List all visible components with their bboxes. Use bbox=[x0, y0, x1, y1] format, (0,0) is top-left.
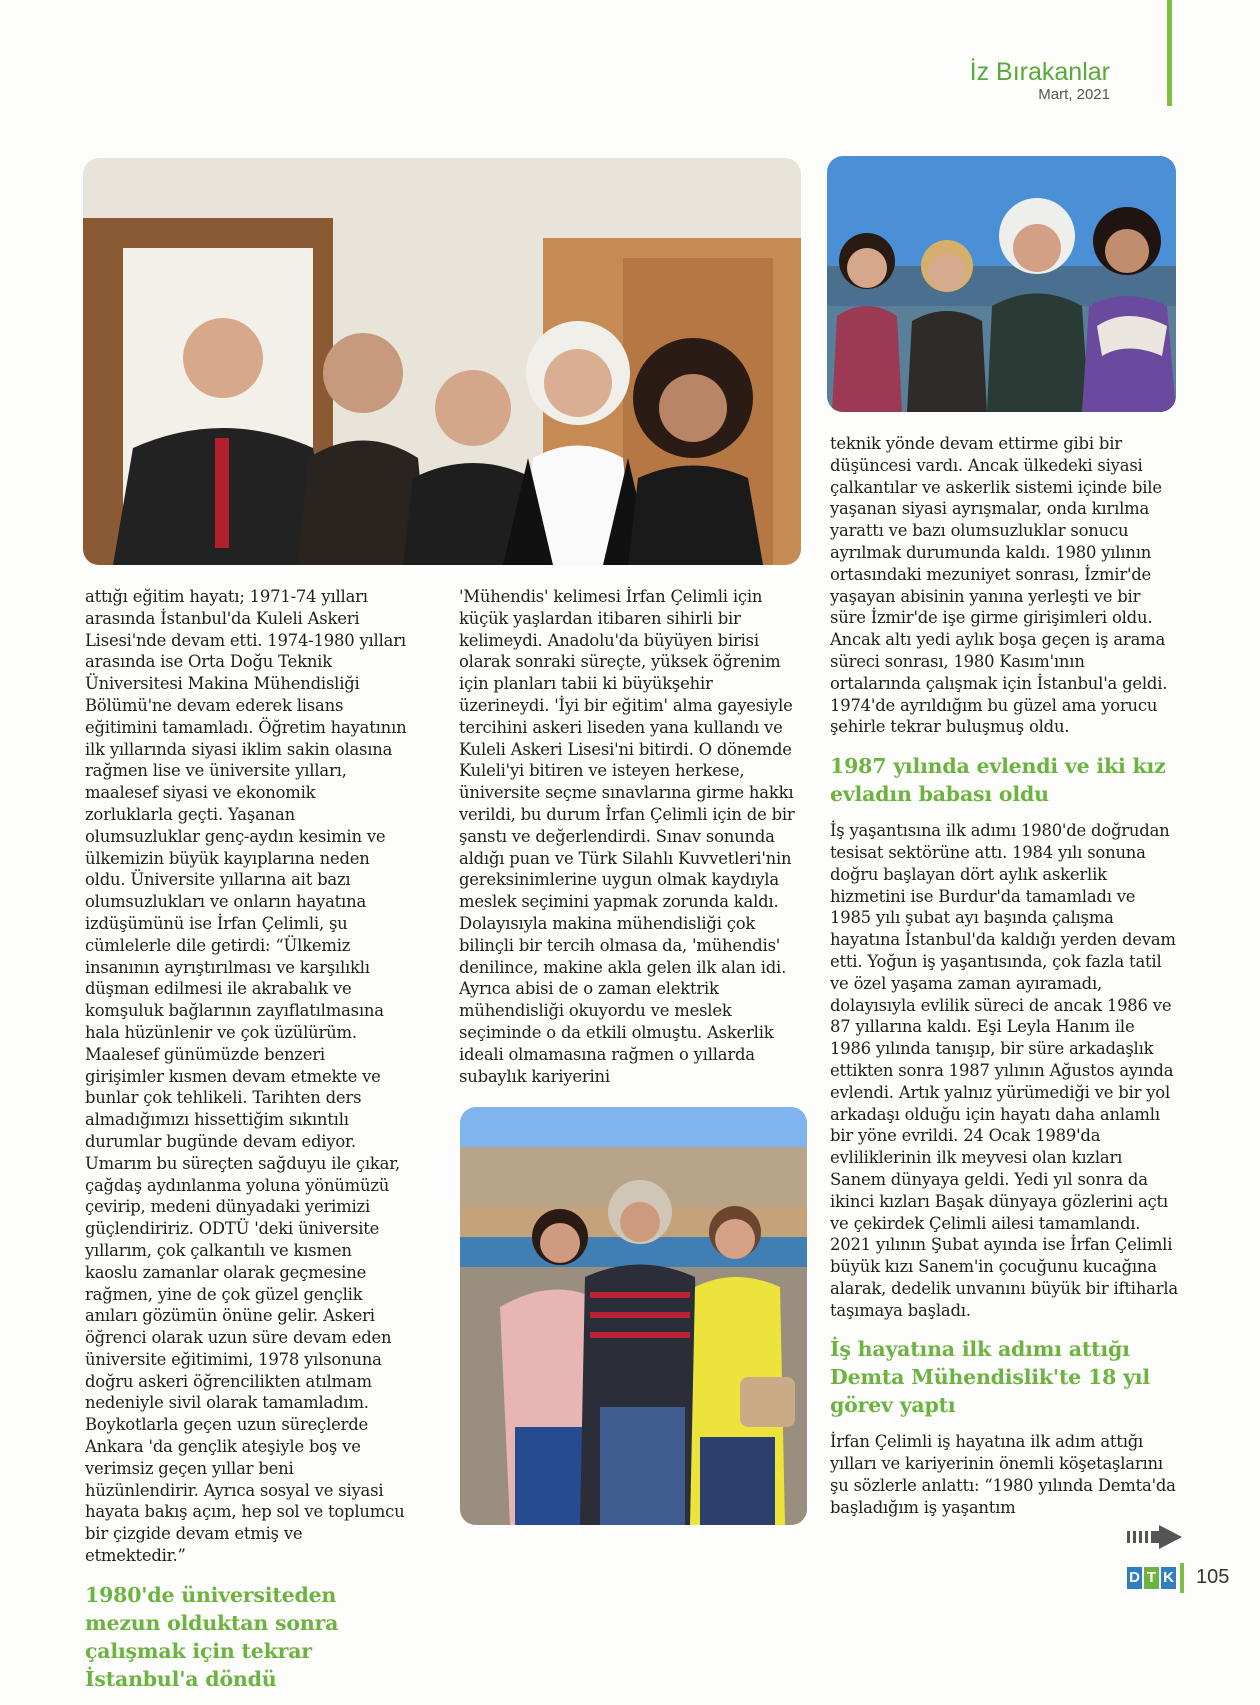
column-1 bbox=[85, 586, 408, 1705]
col3-paragraph-1: teknik yönde devam ettirme gibi bir düşüncesi vardı. Ancak ülkedeki siyasi çalkantılar ve askerlik sistemi içinde bile yaşanan siyasi ayrışmalar, onda kırılma yarattı ve bazı olumsuzluklar sonucu ayrılmak durumunda kaldı. 1980 yılının ortasındaki mezuniyet sonrası, İzmir'de yaşayan abisinin yanına yerleşti ve bir süre İzmir'de işe girme girişimleri oldu. Ancak altı yedi aylık boşa geçen iş arama süreci sonrası, 1980 Kasım'ının ortalarında çalışmak için İstanbul'a geldi. 1974'de ayrıldığım bu güzel ama yorucu şehirle tekrar buluşmuş oldu. bbox=[830, 434, 1168, 737]
col3-paragraph-3: İrfan Çelimli iş hayatına ilk adım attığı yılları ve kariyerinin önemli köşetaşlarını şu sözlerle anlattı: “1980 yılında Demta'da başladığım iş yaşantım bbox=[830, 1432, 1176, 1517]
photo-group-seaside bbox=[827, 156, 1176, 412]
col3-paragraph-2: İş yaşantısına ilk adımı 1980'de doğrudan tesisat sektörüne attı. 1984 yılı sonuna doğru başlayan dört aylık askerlik hizmetini ise Burdur'da tamamladı ve 1985 yılı şubat ayı başında çalışma hayatına İstanbul'da kaldığı yerden devam etti. Yoğun iş yaşantısında, çok fazla tatil ve özel yaşama zaman ayıramadı, dolayısıyla evlilik süreci de ancak 1986 ve 87 yıllarına kaldı. Eşi Leyla Hanım ile 1986 yılında tanışıp, bir süre arkadaşlık ettikten sonra 1987 yılının Ağustos ayında evlendi. Artık yalnız yürümediği ve bir yol arkadaşı olduğu için hayatı daha anlamlı bir yöne evrildi. 24 Ocak 1989'da evliliklerinin ilk meyvesi olan kızları Sanem dünyaya geldi. Yedi yıl sonra da ikinci kızları Başak dünyaya gözlerini açtı ve çekirdek Çelimli ailesi tamamlandı. 2021 yılının Şubat ayında ise İrfan Çelimli büyük kızı Sanem'in çocuğunu kucağına alarak, dedelik unvanını büyük bir iftiharla taşımaya başladı. bbox=[830, 821, 1179, 1320]
logo-letter-d: D bbox=[1127, 1567, 1142, 1589]
col3-heading-2: İş hayatına ilk adımı attığı Demta Mühendislik'te 18 yıl görev yaptı bbox=[830, 1337, 1150, 1418]
column-2 bbox=[459, 586, 805, 1087]
issue-date: Mart, 2021 bbox=[1038, 86, 1110, 103]
header-accent-bar bbox=[1167, 0, 1172, 106]
photo-icon bbox=[827, 156, 1176, 412]
page-header bbox=[970, 58, 1110, 104]
col1-paragraph: attığı eğitim hayatı; 1971-74 yılları arasında İstanbul'da Kuleli Askeri Lisesi'nde devam etti. 1974-1980 yılları arasında ise Orta Doğu Teknik Üniversitesi Makina Mühendisliği Bölümü'ne devam ederek lisans eğitimini tamamladı. Öğretim hayatının ilk yıllarında siyasi iklim sakin olasına rağmen lise ve üniversite yılları, maalesef siyasi ve ekonomik zorluklarla geçti. Yaşanan olumsuzluklar genç-aydın kesimin ve ülkemizin büyük kayıplarına neden oldu. Üniversite yıllarına ait bazı olumsuzlukları ve onların hayatına izdüşümünü ise İrfan Çelimli, şu cümlelerle dile getirdi: “Ülkemiz insanının ayrıştırılması ve karşılıklı düşman edilmesi ile akrabalık ve komşuluk bağlarının zayıflatılmasına hala hüzünlenir ve çok üzülürüm. Maalesef günümüzde benzeri girişimler kısmen devam etmekte ve bunlar çok tehlikeli. Tarihten ders almadığımızı hissettiğim sıkıntılı durumlar bugünde devam ediyor. Umarım bu süreçten sağduyu ile çıkar, çağdaş aydınlanma yoluna yönümüzü çevirip, medeni dünyadaki yerimizi güçlendiririz. ODTÜ 'deki üniversite yıllarım, çok çalkantılı ve kısmen kaoslu zamanlar olarak geçmesine rağmen, yine de çok güzel gençlik anıları gözümün önüne gelir. Askeri öğrenci olarak uzun süre devam eden üniversite eğitimimi, 1978 yılsonuna doğru askeri öğrencilikten atılmam nedeniyle sivil olarak tamamladım. Boykotlarla geçen uzun süreçlerde Ankara 'da gençlik ateşiyle boş ve verimsiz geçen yıllar beni hüzünlendirir. Ayrıca sosyal ve siyasi hayata bakış açım, hep sol ve toplumcu bir çizgide devam etmiş ve etmektedir.” bbox=[85, 587, 407, 1566]
photo-trio-harbor bbox=[460, 1107, 807, 1525]
col2-paragraph: 'Mühendis' kelimesi İrfan Çelimli için küçük yaşlardan itibaren sihirli bir kelimeydi. Anadolu'da büyüyen birisi olarak sonraki süreçte, yüksek öğrenim için planları tabii ki büyükşehir üzerineydi. 'İyi bir eğitim' alma gayesiyle tercihini askeri liseden yana kullandı ve Kuleli Askeri Lisesi'ni bitirdi. O dönemde Kuleli'yi bitiren ve isteyen herkese, üniversite seçme sınavlarına girme hakkı verildi, bu durum İrfan Çelimli için de bir şanstı ve değerlendirdi. Sınav sonunda aldığı puan ve Türk Silahlı Kuvvetleri'nin gereksinimlerine uygun olmak kaydıyla meslek seçimini yapmak zorunda kaldı. Dolayısıyla makina mühendisliği çok bilinçli bir tercih olmasa da, 'mühendis' denilince, makine akla gelen ilk alan idi. Ayrıca abisi de o zaman elektrik mühendisliği okuyordu ve meslek seçiminde o da etkili olmuştu. Askerlik ideali olmamasına rağmen o yıllarda subaylık kariyerini bbox=[459, 587, 795, 1086]
col1-heading: 1980'de üniversiteden mezun olduktan sonra çalışmak için tekrar İstanbul'a döndü bbox=[85, 1582, 339, 1691]
publisher-logo bbox=[1127, 1567, 1176, 1589]
logo-letter-k: K bbox=[1161, 1567, 1176, 1589]
logo-letter-t: T bbox=[1144, 1567, 1159, 1589]
continue-arrow-icon bbox=[1127, 1524, 1183, 1550]
footer-accent-bar bbox=[1180, 1563, 1184, 1593]
page-number: 105 bbox=[1196, 1566, 1230, 1588]
column-3 bbox=[830, 433, 1180, 1519]
photo-icon bbox=[460, 1107, 807, 1525]
section-title: İz Bırakanlar bbox=[969, 58, 1110, 86]
col3-heading-1: 1987 yılında evlendi ve iki kız evladın babası oldu bbox=[830, 754, 1166, 807]
photo-family-formal bbox=[83, 158, 801, 565]
photo-icon bbox=[83, 158, 801, 565]
